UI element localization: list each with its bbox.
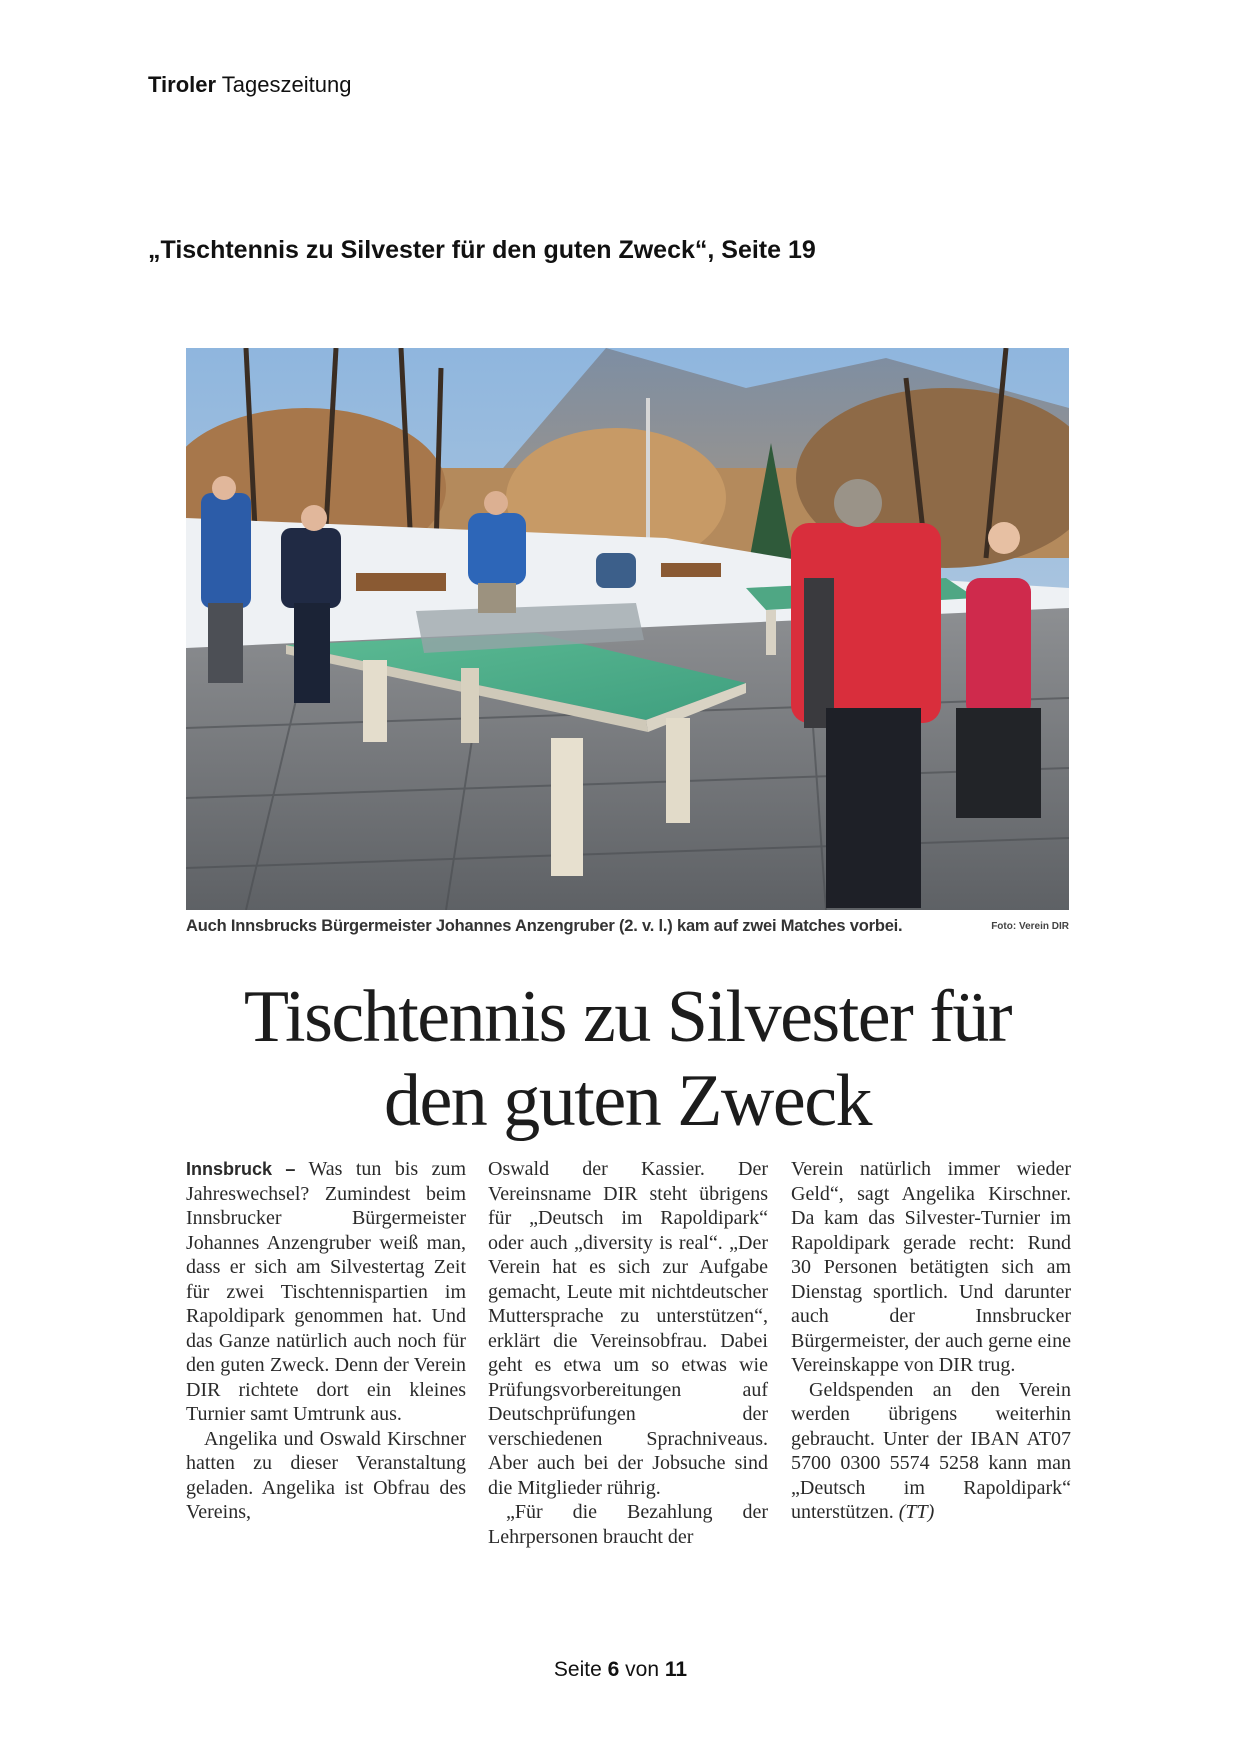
- paragraph: „Für die Bezahlung der Lehrpersonen braucht der: [488, 1501, 768, 1548]
- masthead-brand-rest: Tageszeitung: [221, 72, 352, 97]
- paragraph: Verein natürlich immer wieder Geld“, sagt Angelika Kirschner. Da kam das Silvester-Turnier im Rapoldipark gerade recht: Rund 30 Personen betätigten sich am Dienstag sportlich. Und darunter auch der Innsbrucker Bürgermeister, der auch gerne eine Vereinskappe von DIR trug.: [791, 1158, 1071, 1376]
- headline-line-2: den guten Zweck: [383, 1060, 872, 1142]
- article-body: [186, 1157, 1069, 1577]
- footer-total-pages: 11: [664, 1658, 688, 1681]
- paragraph: [791, 1378, 1071, 1525]
- paragraph-text: Was tun bis zum Jahreswechsel? Zumindest beim Innsbrucker Bürgermeister Johannes Anzengruber weiß man, dass er sich am Silvestertag Zeit für zwei Tischtennispartien im Rapoldipark genommen hat. Und das Ganze natürlich auch noch für den guten Zweck. Denn der Verein DIR richtete dort ein kleines Turnier samt Umtrunk aus.: [186, 1158, 467, 1425]
- article-column-3: [791, 1157, 1071, 1525]
- masthead: [148, 72, 351, 98]
- article-photo: [186, 348, 1069, 910]
- paragraph-text: Geldspenden an den Verein werden übrigens weiterhin gebraucht. Unter der IBAN AT07 5700 0300 5574 5258 kann man „Deutsch im Rapoldipark“ unterstützen.: [791, 1378, 1071, 1523]
- photo-credit: Foto: Verein DIR: [991, 921, 1069, 932]
- footer-prefix: Seite: [553, 1658, 602, 1681]
- author-signature: (TT): [898, 1501, 935, 1523]
- dateline: Innsbruck –: [186, 1159, 296, 1179]
- paragraph: Angelika und Oswald Kirschner hatten zu dieser Veranstaltung geladen. Angelika ist Obfrau des Vereins,: [186, 1427, 466, 1523]
- masthead-brand-bold: Tiroler: [148, 72, 217, 97]
- article-column-2: [488, 1157, 768, 1549]
- page-footer: [0, 1658, 1241, 1682]
- paragraph: [186, 1157, 466, 1427]
- paragraph: Oswald der Kassier. Der Vereinsname DIR steht übrigens für „Deutsch im Rapoldipark“ oder auch „diversity is real“. „Der Verein hat es sich zur Aufgabe gemacht, Leute mit nichtdeutscher Muttersprache zu unterstützen“, erklärt die Vereinsobfrau. Dabei geht es etwa um so etwas wie Prüfungsvorbereitungen auf Deutschprüfungen der verschiedenen Sprachniveaus. Aber auch bei der Jobsuche sind die Mitglieder rührig.: [488, 1158, 768, 1499]
- article-headline: [186, 975, 1069, 1143]
- photo-caption: [186, 917, 1069, 941]
- photo-caption-text: Auch Innsbrucks Bürgermeister Johannes Anzengruber (2. v. l.) kam auf zwei Matches vorbei.: [186, 917, 903, 935]
- footer-current-page: 6: [607, 1658, 620, 1681]
- headline-line-1: Tischtennis zu Silvester für: [243, 976, 1012, 1058]
- article-column-1: [186, 1157, 466, 1525]
- reference-title: „Tischtennis zu Silvester für den guten Zweck“, Seite 19: [148, 236, 816, 264]
- footer-middle: von: [625, 1658, 660, 1681]
